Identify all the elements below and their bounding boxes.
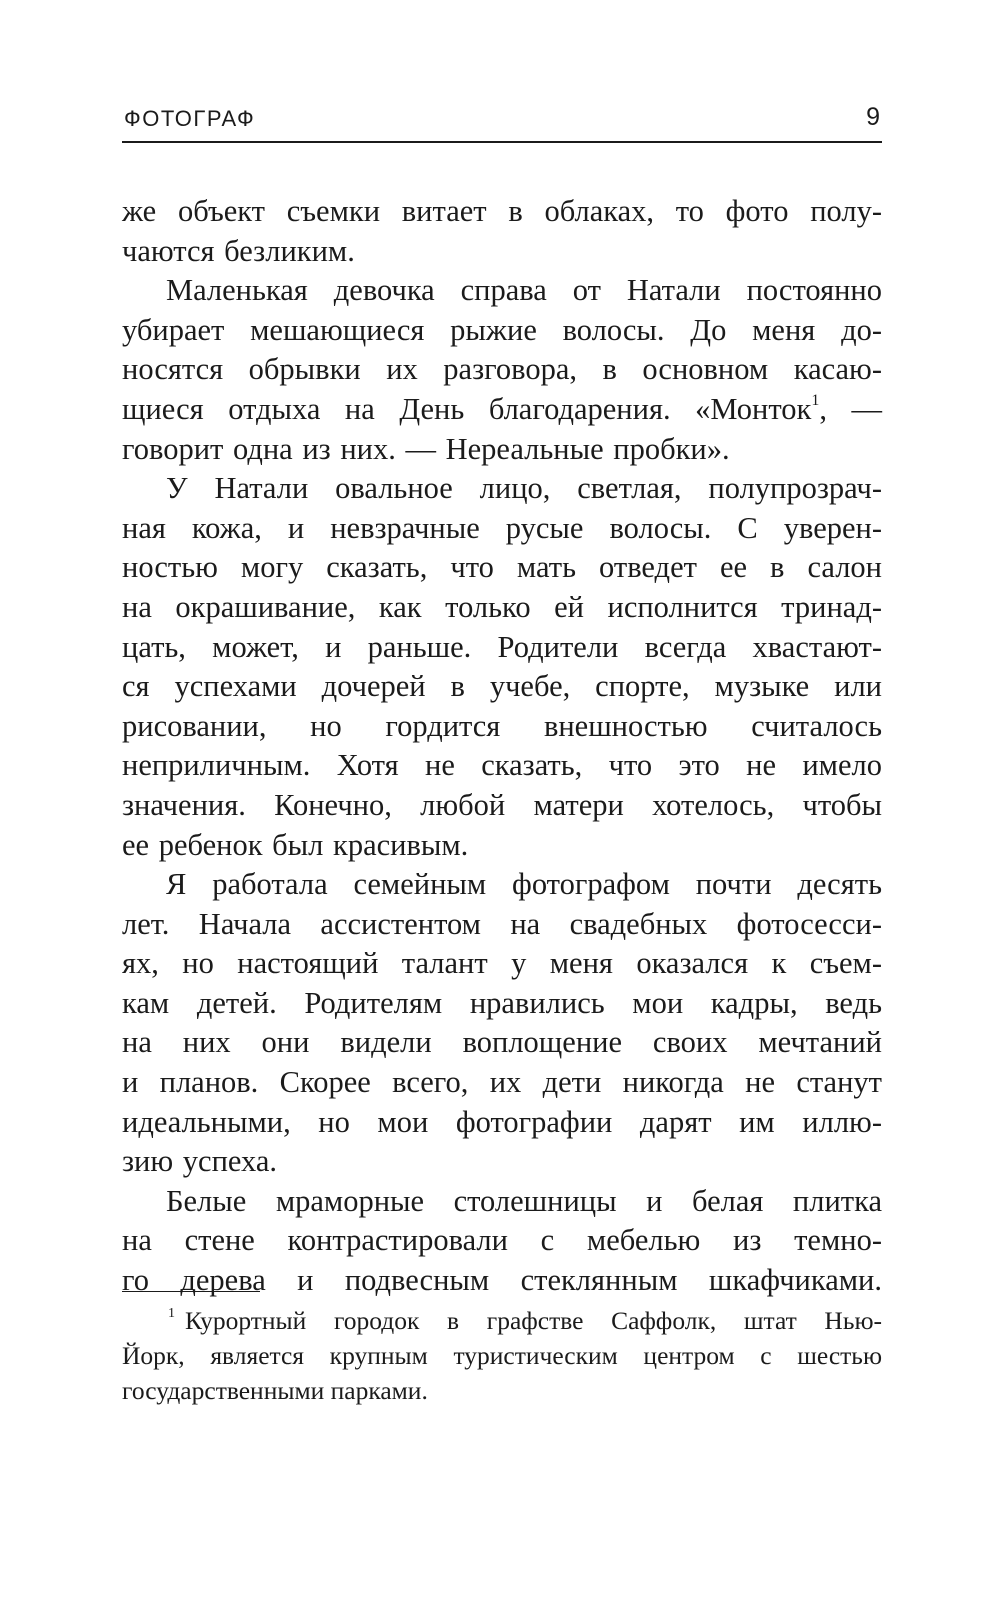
text-line: на стене контрастировали с мебелью из темно- bbox=[122, 1223, 882, 1258]
text-line: ностью могу сказать, что мать отведет ее в салон bbox=[122, 550, 882, 585]
text-line: же объект съемки витает в облаках, то фото полу- bbox=[122, 194, 882, 228]
text-line: говорит одна из них. — Нереальные пробки». bbox=[122, 431, 730, 466]
text-line-with-footnote bbox=[122, 390, 882, 430]
footnote-line bbox=[122, 1303, 882, 1338]
text-line: чаются безликим. bbox=[122, 233, 355, 268]
text-line: идеальными, но мои фотографии дарят им иллю- bbox=[122, 1104, 882, 1139]
text-line: неприличным. Хотя не сказать, что это не имело bbox=[122, 748, 882, 783]
footnote bbox=[122, 1303, 882, 1408]
paragraph-5 bbox=[122, 1182, 882, 1301]
text-line: зию успеха. bbox=[122, 1144, 278, 1179]
text-line: на окрашивание, как только ей исполнится тринад- bbox=[122, 589, 882, 624]
text-segment: , — bbox=[819, 391, 882, 426]
paragraph-3 bbox=[122, 469, 882, 865]
footnote-text: Курортный городок в графстве Саффолк, штат Нью- bbox=[185, 1306, 882, 1335]
text-line: ная кожа, и невзрачные русые волосы. С уверен- bbox=[122, 510, 882, 545]
text-line: и планов. Скорее всего, их дети никогда не станут bbox=[122, 1065, 882, 1100]
footnote-marker: 1 bbox=[168, 1306, 175, 1321]
text-line: Маленькая девочка справа от Натали постоянно bbox=[166, 273, 882, 308]
text-line: рисовании, но гордится внешностью считалось bbox=[122, 708, 882, 743]
text-line: Белые мраморные столешницы и белая плитка bbox=[166, 1183, 882, 1218]
text-line: убирает мешающиеся рыжие волосы. До меня до- bbox=[122, 312, 882, 347]
footnote-line: Йорк, является крупным туристическим центром с шестью bbox=[122, 1341, 882, 1370]
text-line: лет. Начала ассистентом на свадебных фотосесси- bbox=[122, 906, 882, 941]
text-segment: щиеся отдыха на День благодарения. «Монток bbox=[122, 391, 812, 426]
body-text bbox=[122, 192, 882, 1301]
text-line: значения. Конечно, любой матери хотелось, чтобы bbox=[122, 787, 882, 822]
text-line: Я работала семейным фотографом почти десять bbox=[166, 867, 882, 902]
chapter-title: ФОТОГРАФ bbox=[124, 106, 256, 131]
text-line: ся успехами дочерей в учебе, спорте, музыке или bbox=[122, 669, 882, 704]
text-line: кам детей. Родителям нравились мои кадры, ведь bbox=[122, 985, 882, 1020]
text-line: носятся обрывки их разговора, в основном касаю- bbox=[122, 352, 882, 387]
running-head bbox=[122, 98, 882, 138]
text-line: У Натали овальное лицо, светлая, полупрозрач- bbox=[166, 471, 882, 506]
footnote-line: государственными парками. bbox=[122, 1376, 428, 1405]
text-line: ее ребенок был красивым. bbox=[122, 827, 469, 862]
paragraph-1 bbox=[122, 192, 882, 271]
paragraph-2 bbox=[122, 271, 882, 469]
text-line: на них они видели воплощение своих мечтаний bbox=[122, 1025, 882, 1060]
header-rule bbox=[122, 141, 882, 143]
text-line: го дерева и подвесным стеклянным шкафчиками. bbox=[122, 1263, 882, 1298]
paragraph-4 bbox=[122, 865, 882, 1182]
text-line: ях, но настоящий талант у меня оказался к съем- bbox=[122, 946, 882, 981]
footnote-rule bbox=[122, 1291, 260, 1292]
footnote-reference[interactable]: 1 bbox=[811, 391, 820, 409]
text-line: цать, может, и раньше. Родители всегда хвастают- bbox=[122, 629, 882, 664]
page-number: 9 bbox=[866, 103, 880, 131]
